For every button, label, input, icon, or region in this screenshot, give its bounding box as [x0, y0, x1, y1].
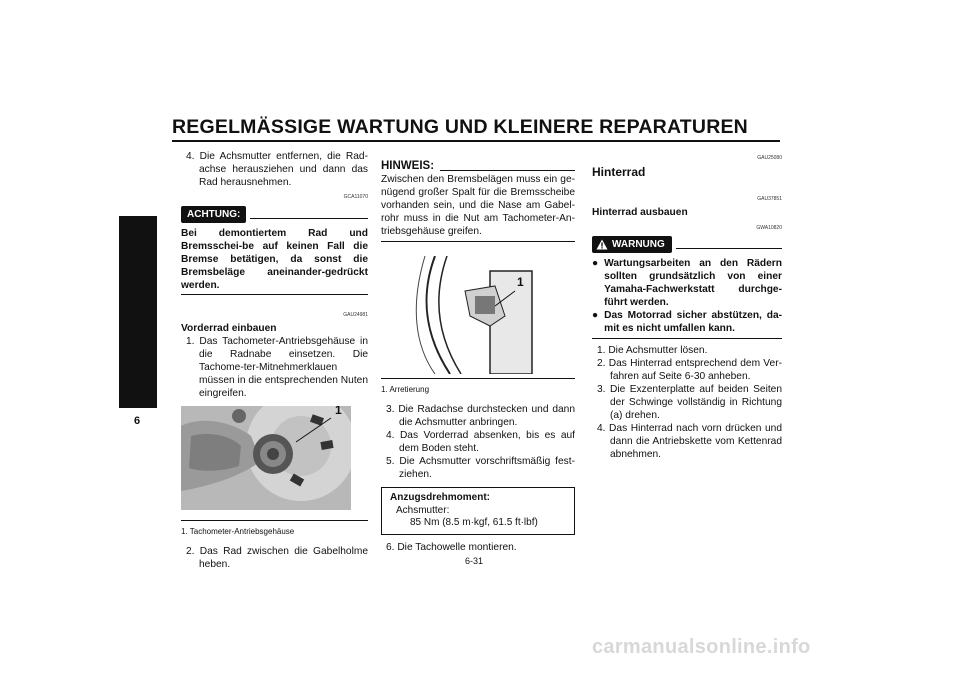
- hinweis-rule: [440, 170, 575, 171]
- torque-box: [381, 487, 575, 535]
- figure-caption: 1. Tachometer-Antriebsgehäuse: [181, 527, 295, 536]
- column-3: [592, 152, 782, 461]
- col1-step2: 2. Das Rad zwischen die Gabelholme heben.: [186, 546, 368, 570]
- figure-callout: 1: [335, 406, 342, 417]
- hinweis-bottom-rule: [381, 241, 575, 242]
- col3-step2: 2. Das Hinterrad entsprechend dem Ver-fahren auf Seite 6-30 anheben.: [597, 358, 782, 382]
- page-title: REGELMÄSSIGE WARTUNG UND KLEINERE REPARATUREN: [172, 116, 748, 138]
- title-rule: [172, 140, 780, 142]
- code-section: GAU24981: [343, 312, 368, 318]
- section-title-ausbauen: Hinterrad ausbauen: [592, 207, 688, 218]
- bullet2-text: Das Motorrad sicher abstützen, da-mit es nicht umfallen kann.: [604, 310, 782, 334]
- section-title-vorderrad: Vorderrad einbauen: [181, 323, 277, 334]
- col1-step4: 4. Die Achsmutter entfernen, die Rad-achse herausziehen und dann das Rad herausnehmen.: [186, 151, 368, 188]
- achtung-label: ACHTUNG:: [181, 206, 246, 223]
- warnung-label: WARNUNG: [612, 239, 665, 250]
- code-achtung: GCA11070: [343, 194, 368, 200]
- hinweis-header: [381, 160, 575, 173]
- bullet-icon: ●: [592, 310, 599, 321]
- figure2-callout: 1: [517, 275, 524, 289]
- column-1: [181, 150, 368, 571]
- warnung-rule: [676, 248, 782, 249]
- col2-step3: 3. Die Radachse durchstecken und dann die Achsmutter anbringen.: [386, 404, 575, 428]
- col2-step6: 6. Die Tachowelle montieren.: [386, 541, 517, 553]
- achtung-text: Bei demontiertem Rad und Bremsschei-be auf keinen Fall die Bremse betätigen, da sonst die Bremsbeläge aneinander-gedrückt werden.: [181, 228, 368, 291]
- code-warnung: GWA10820: [756, 225, 782, 231]
- col2-step4: 4. Das Vorderrad absenken, bis es auf dem Boden steht.: [386, 430, 575, 454]
- code-hinterrad: GAU25080: [757, 155, 782, 161]
- achtung-rule: [250, 218, 368, 219]
- warnung-bullet-1: [592, 257, 782, 309]
- achtung-header: [181, 206, 368, 223]
- torque-title: Anzugsdrehmoment:: [390, 492, 490, 503]
- speedometer-housing-photo: [181, 406, 351, 510]
- column-2: [381, 160, 575, 554]
- warnung-header: [592, 236, 782, 253]
- bullet1-text: Wartungsarbeiten an den Rädern sollten grundsätzlich von einer Yamaha-Fachwerkstatt durchge-führt werden.: [604, 258, 782, 308]
- hinweis-label: HINWEIS:: [381, 160, 435, 172]
- bullet-icon: ●: [592, 258, 599, 269]
- section-title-hinterrad: Hinterrad: [592, 165, 646, 179]
- watermark: carmanualsonline.info: [592, 636, 811, 658]
- warnung-bullet-2: [592, 309, 782, 335]
- col2-step5: 5. Die Achsmutter vorschriftsmäßig fest-ziehen.: [386, 456, 575, 480]
- warnung-badge: [592, 236, 672, 253]
- warnung-bottom-rule: [592, 338, 782, 339]
- chapter-tab: [119, 216, 157, 408]
- achtung-bottom-rule: [181, 294, 368, 295]
- col3-step3: 3. Die Exzenterplatte auf beiden Seiten der Schwinge vollständig in Richtung (a) drehen.: [597, 384, 782, 421]
- col3-step4: 4. Das Hinterrad nach vorn drücken und dann die Antriebskette vom Kettenrad abnehmen.: [597, 423, 782, 460]
- fork-illustration: [395, 256, 555, 374]
- fork-photo: [395, 256, 555, 374]
- chapter-number: 6: [134, 415, 141, 427]
- figure2-rule: [381, 378, 575, 379]
- warning-triangle-icon: [596, 239, 608, 250]
- col3-step1: 1. Die Achsmutter lösen.: [597, 345, 708, 356]
- figure-rule: [181, 520, 368, 521]
- torque-value: 85 Nm (8.5 m·kgf, 61.5 ft·lbf): [410, 517, 538, 528]
- col1-step1: 1. Das Tachometer-Antriebsgehäuse in die Radnabe einsetzen. Die Tachome-ter-Mitnehmerklauen müssen in die entsprechenden Nuten eingreifen.: [186, 336, 368, 399]
- speedometer-housing-illustration: [181, 406, 351, 510]
- torque-item: Achsmutter:: [396, 504, 450, 516]
- page-number: 6-31: [465, 556, 484, 566]
- hinweis-text: Zwischen den Bremsbelägen muss ein ge-nügend großer Spalt für die Bremsscheibe vorhanden sein, und die Nase am Gabel-rohr muss in die Nut am Tachometer-An-triebsgehäuse greifen.: [381, 174, 575, 237]
- figure2-caption: 1. Arretierung: [381, 385, 430, 394]
- code-ausbauen: GAU37851: [757, 196, 782, 202]
